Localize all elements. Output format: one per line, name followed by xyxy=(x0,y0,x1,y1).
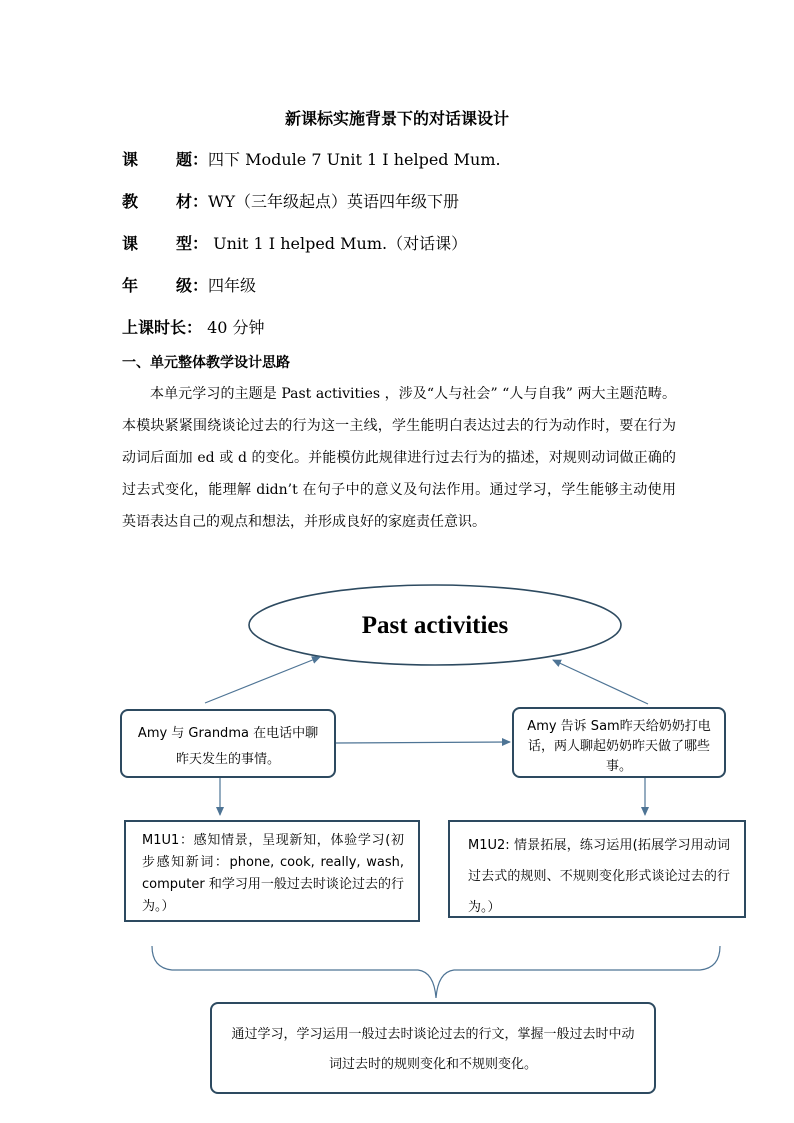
left-story-box xyxy=(120,709,336,778)
section-heading: 一、单元整体教学设计思路 xyxy=(122,355,290,371)
arrow-right-to-center xyxy=(553,660,648,704)
field-topic-value: 四下 Module 7 Unit 1 I helped Mum. xyxy=(208,150,501,169)
field-textbook-label-a: 教 xyxy=(122,192,139,211)
right-lesson-box xyxy=(448,820,746,918)
field-topic-label-a: 课 xyxy=(122,150,139,169)
summary-box xyxy=(210,1002,656,1094)
field-textbook-label-b: 材： xyxy=(176,192,209,211)
field-lesson-type-label-a: 课 xyxy=(122,234,139,253)
left-story-text: Amy 与 Grandma 在电话中聊昨天发生的事情。 xyxy=(137,726,319,767)
field-grade-label-b: 级： xyxy=(176,276,209,295)
summary-brace xyxy=(152,946,720,998)
field-lesson-type-value: Unit 1 I helped Mum.（对话课） xyxy=(208,234,468,253)
arrow-left-to-center xyxy=(205,657,320,703)
field-textbook-value: WY（三年级起点）英语四年级下册 xyxy=(208,192,460,211)
center-ellipse-label: Past activities xyxy=(361,612,509,639)
field-grade-value: 四年级 xyxy=(208,276,257,295)
right-lesson-text: M1U2: 情景拓展，练习运用(拓展学习用动词过去式的规则、不规则变化形式谈论过去的行为。） xyxy=(468,838,730,915)
field-lesson-type-label-b: 型： xyxy=(176,234,209,253)
right-story-text: Amy 告诉 Sam昨天给奶奶打电话，两人聊起奶奶昨天做了哪些事。 xyxy=(527,719,711,774)
arrow-left-to-right xyxy=(336,742,510,743)
left-lesson-box xyxy=(124,820,420,922)
field-duration-value: 40 分钟 xyxy=(202,318,265,337)
section-paragraph: 本单元学习的主题是 Past activities ，涉及“人与社会” “人与自我” 两大主题范畴。本模块紧紧围绕谈论过去的行为这一主线，学生能明白表达过去的行为动作时，要在行为动词后面加 ed 或 d 的变化。并能模仿此规律进行过去行为的描述，对规则动词做正确的过去式变化，能理解 didn’t 在句子中的意义及句法作用。通过学习，学生能够主动使用英语表达自己的观点和想法，并形成良好的家庭责任意识。 xyxy=(122,386,676,530)
field-duration-label-a: 上课时长： xyxy=(122,318,203,337)
right-story-box xyxy=(512,707,726,778)
field-grade-label-a: 年 xyxy=(122,276,139,295)
field-topic-label-b: 题： xyxy=(176,150,209,169)
left-lesson-text: M1U1：感知情景，呈现新知，体验学习(初步感知新词：phone, cook, really, wash, computer 和学习用一般过去时谈论过去的行为。） xyxy=(142,833,404,914)
summary-text: 通过学习，学习运用一般过去时谈论过去的行文，掌握一般过去时中动词过去时的规则变化和不规则变化。 xyxy=(231,1027,635,1072)
page-title: 新课标实施背景下的对话课设计 xyxy=(284,109,509,128)
